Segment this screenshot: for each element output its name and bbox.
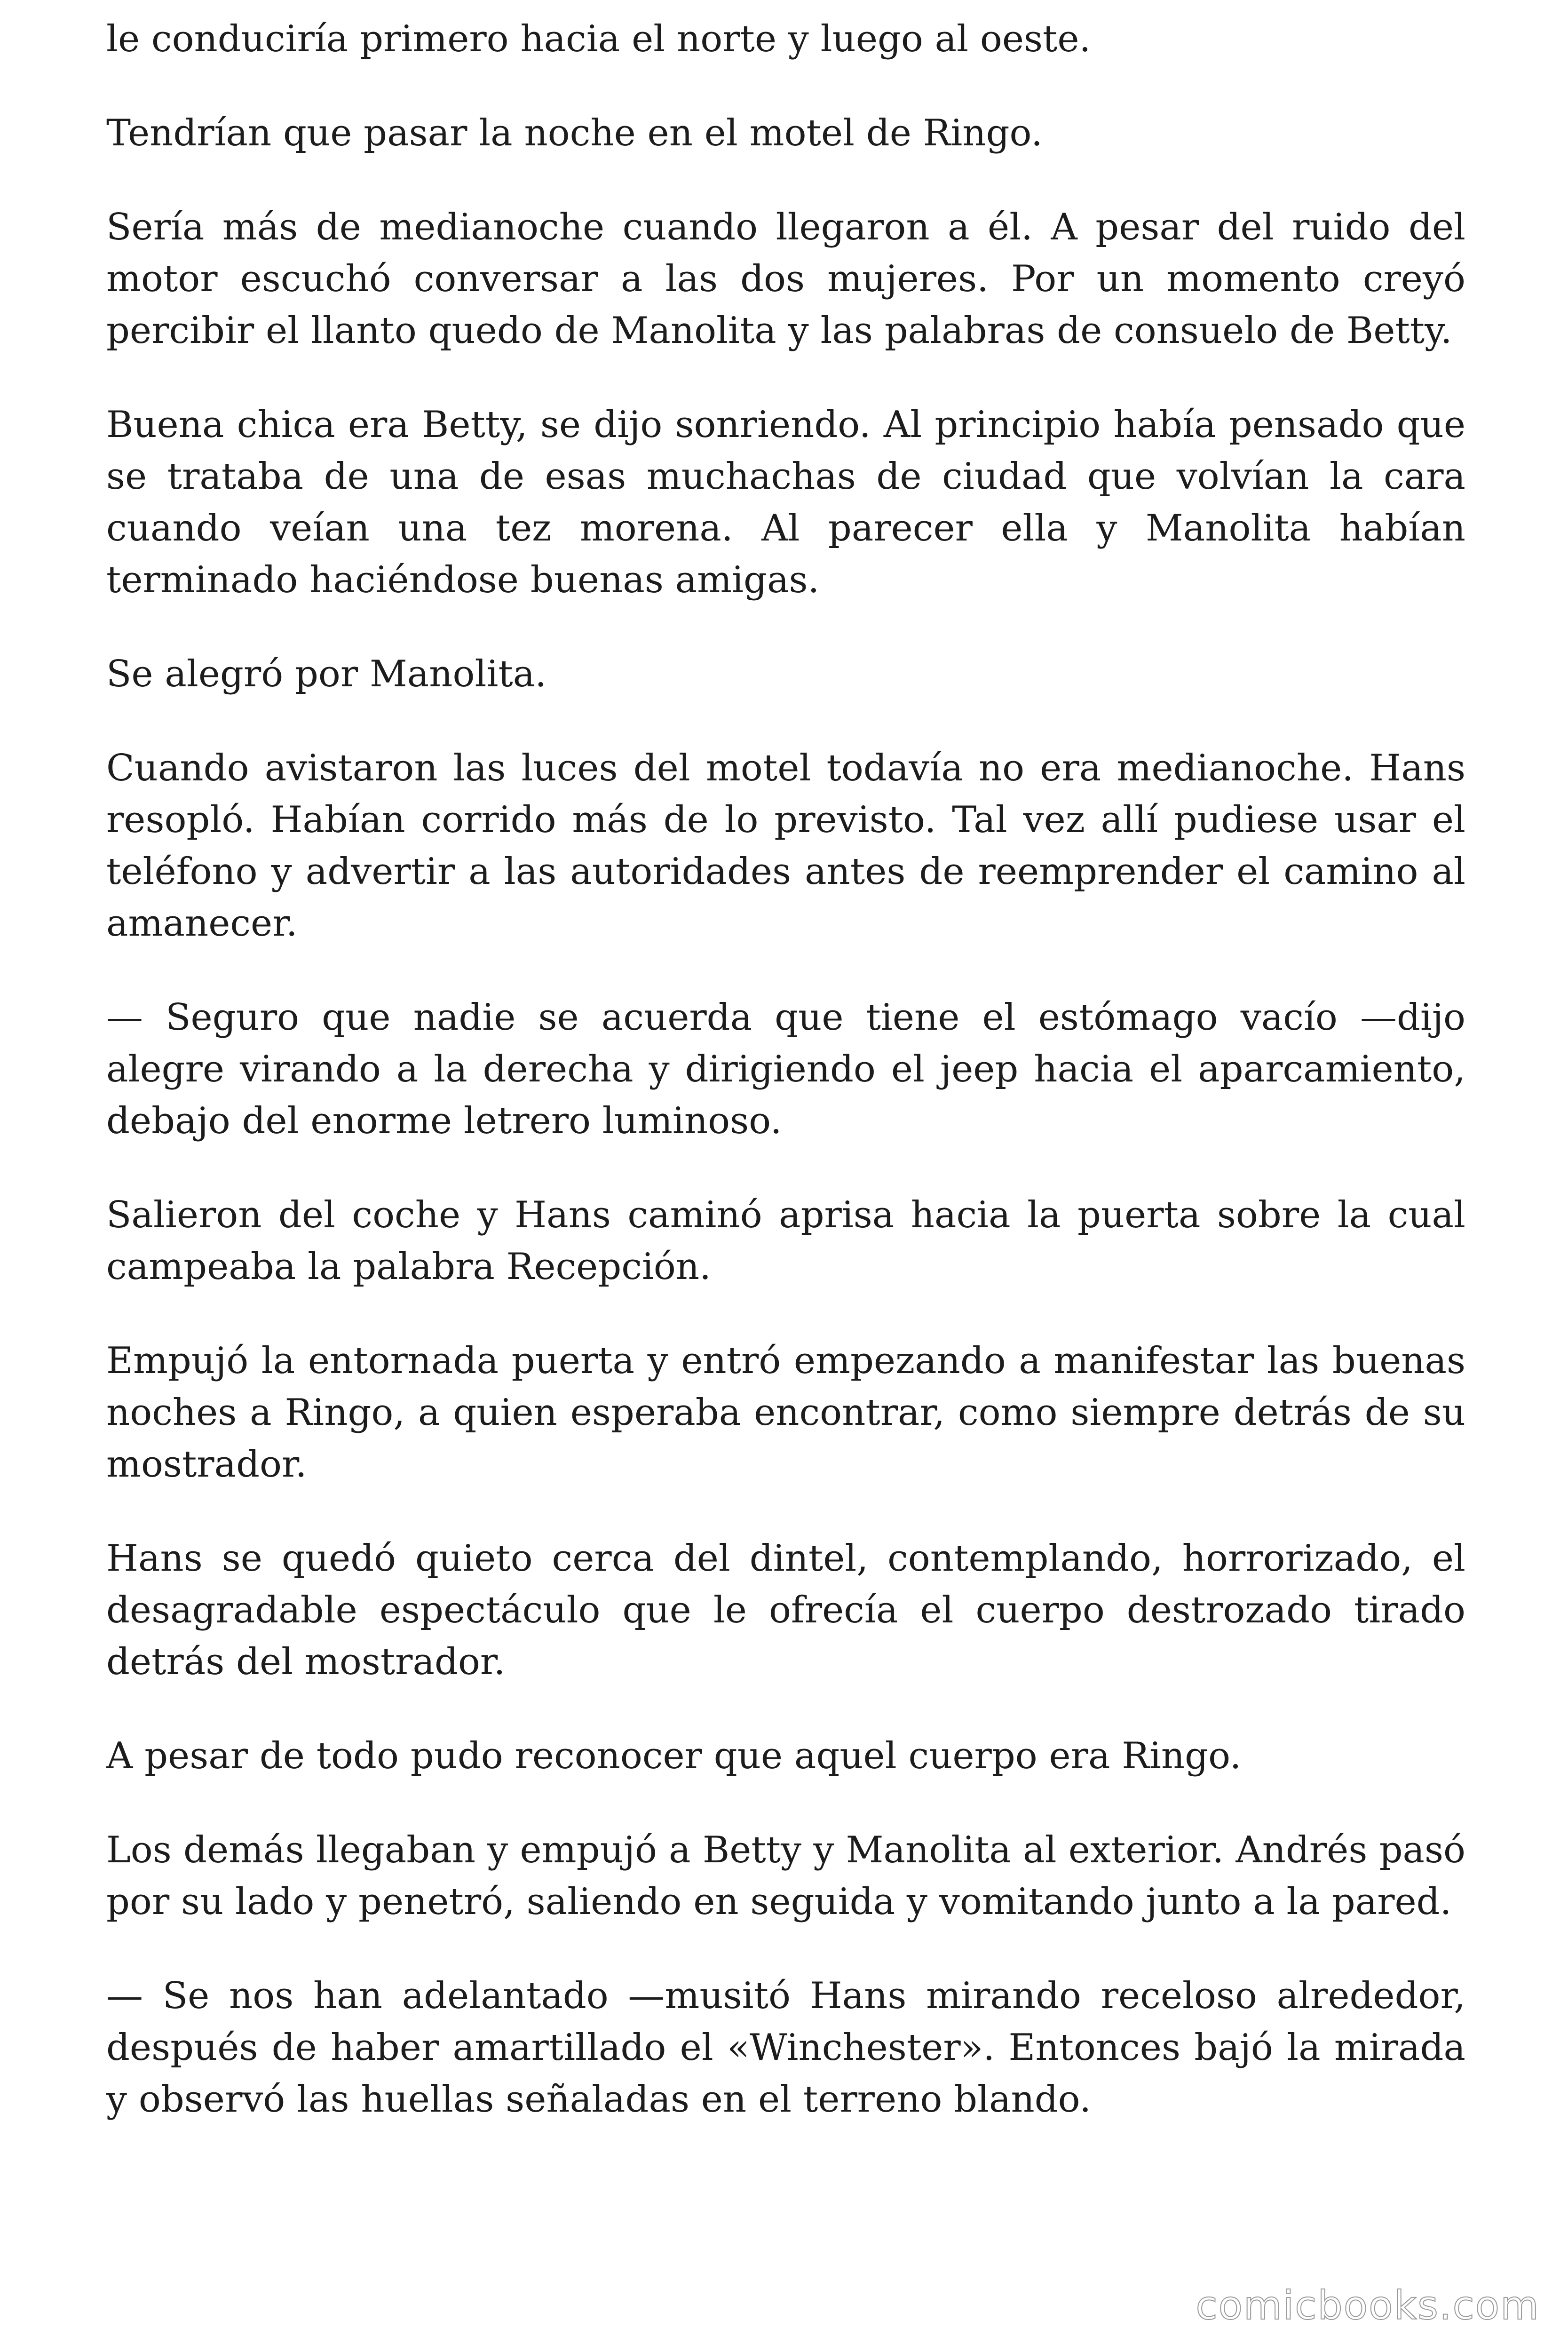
paragraph: Se alegró por Manolita. bbox=[106, 653, 547, 695]
paragraph: — Seguro que nadie se acuerda que tiene el estómago vacío —dijo alegre virando a la derecha y dirigiendo el jeep hacia el aparcamiento, debajo del enorme letrero luminoso. bbox=[106, 996, 1465, 1142]
paragraph: A pesar de todo pudo reconocer que aquel cuerpo era Ringo. bbox=[106, 1735, 1242, 1777]
paragraph: Hans se quedó quieto cerca del dintel, contemplando, horrorizado, el desagradable espectáculo que le ofrecía el cuerpo destrozado tirado detrás del mostrador. bbox=[106, 1537, 1465, 1683]
paragraph: Tendrían que pasar la noche en el motel de Ringo. bbox=[106, 112, 1043, 154]
paragraph: Sería más de medianoche cuando llegaron a él. A pesar del ruido del motor escuchó conversar a las dos mujeres. Por un momento creyó percibir el llanto quedo de Manolita y las palabras de consuelo de Betty. bbox=[106, 206, 1465, 352]
paragraph: Empujó la entornada puerta y entró empezando a manifestar las buenas noches a Ringo, a quien esperaba encontrar, como siempre detrás de su mostrador. bbox=[106, 1340, 1465, 1486]
paragraph: Buena chica era Betty, se dijo sonriendo. Al principio había pensado que se trataba de una de esas muchachas de ciudad que volvían la cara cuando veían una tez morena. Al parecer ella y Manolita habían terminado haciéndose buenas amigas. bbox=[106, 404, 1465, 601]
paragraph: — Se nos han adelantado —musitó Hans mirando receloso alrededor, después de haber amartillado el «Winchester». Entonces bajó la mirada y observó las huellas señaladas en el terreno blando. bbox=[106, 1975, 1465, 2121]
text-body bbox=[106, 13, 1465, 2125]
watermark: comicbooks.com bbox=[1196, 2282, 1540, 2328]
paragraph: le conduciría primero hacia el norte y luego al oeste. bbox=[106, 18, 1091, 60]
paragraph: Cuando avistaron las luces del motel todavía no era medianoche. Hans resopló. Habían corrido más de lo previsto. Tal vez allí pudiese usar el teléfono y advertir a las autoridades antes de reemprender el camino al amanecer. bbox=[106, 747, 1465, 945]
paragraph: Los demás llegaban y empujó a Betty y Manolita al exterior. Andrés pasó por su lado y penetró, saliendo en seguida y vomitando junto a la pared. bbox=[106, 1829, 1465, 1923]
paragraph: Salieron del coche y Hans caminó aprisa hacia la puerta sobre la cual campeaba la palabra Recepción. bbox=[106, 1194, 1465, 1288]
